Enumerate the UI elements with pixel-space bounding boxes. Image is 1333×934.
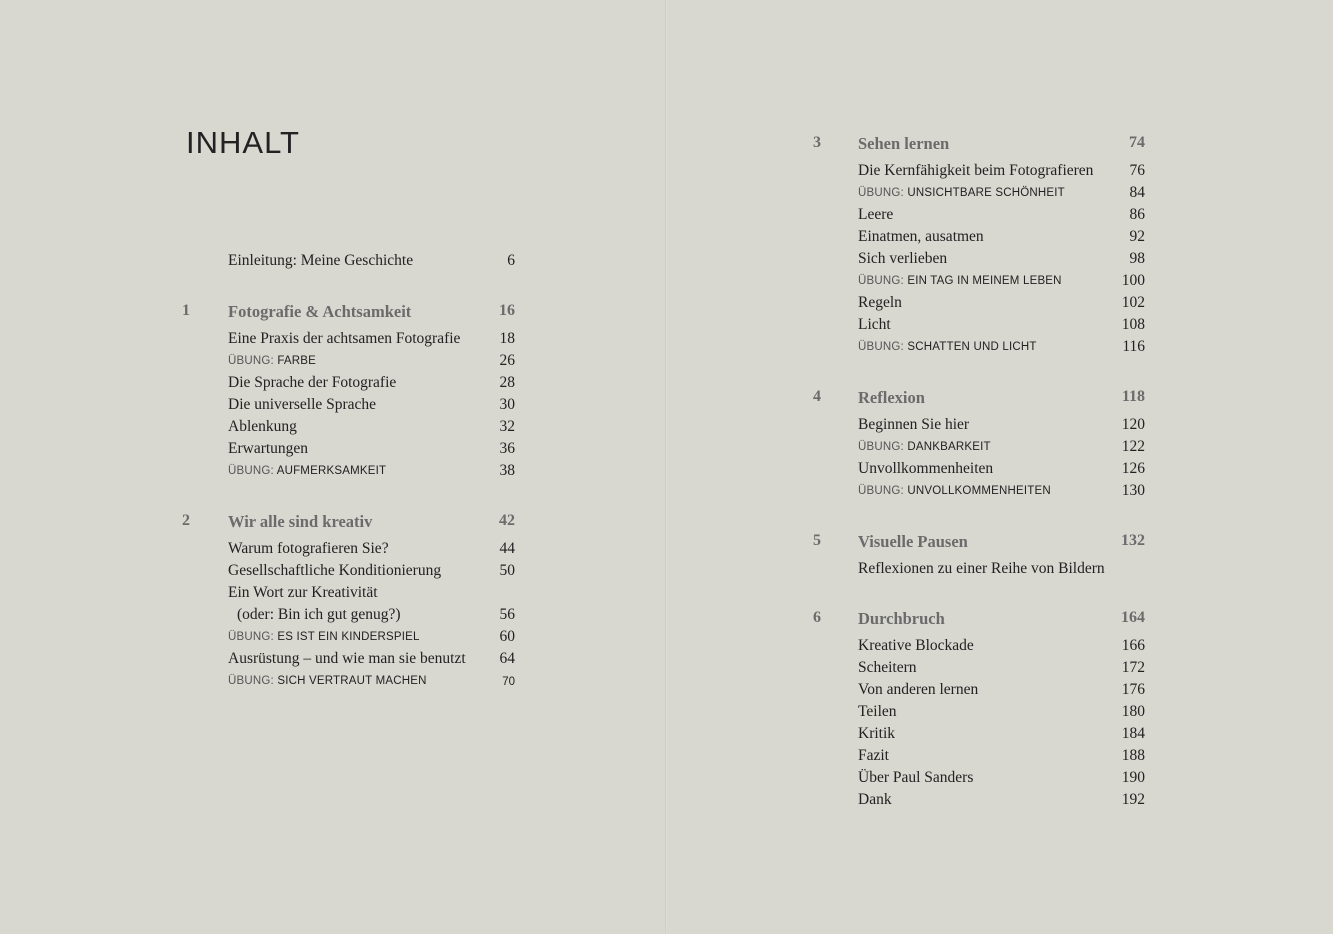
exercise-entry (228, 355, 316, 367)
entry-page: 76 (1129, 161, 1145, 179)
chapter-number: 6 (813, 609, 821, 626)
chapter-number: 1 (182, 302, 190, 319)
entry-label: Von anderen lernen (858, 680, 979, 698)
chapter-page: 42 (499, 512, 515, 529)
exercise-entry (858, 341, 1037, 353)
chapter-page: 74 (1129, 134, 1145, 151)
exercise-entry (858, 275, 1062, 287)
entry-page: 102 (1121, 294, 1145, 312)
chapter-page: 164 (1121, 609, 1145, 626)
exercise-label: UNVOLLKOMMENHEITEN (907, 484, 1051, 497)
entry-label: Leere (858, 205, 894, 223)
entry-label: Kreative Blockade (858, 636, 974, 654)
chapter-title: Durchbruch (858, 609, 945, 628)
entry-page: 64 (499, 650, 515, 667)
exercise-prefix: ÜBUNG: (858, 484, 904, 497)
entry-page: 100 (1121, 272, 1145, 289)
entry-label: Beginnen Sie hier (858, 415, 970, 433)
exercise-label: SCHATTEN UND LICHT (907, 341, 1037, 354)
chapter-number: 3 (813, 134, 821, 151)
entry-page: 38 (499, 462, 515, 480)
entry-page: 122 (1121, 437, 1145, 455)
entry-page: 116 (1122, 338, 1145, 356)
entry-page: 36 (499, 440, 515, 457)
chapter-page: 132 (1121, 532, 1145, 549)
entry-label: (oder: Bin ich gut genug?) (237, 605, 401, 623)
exercise-entry (858, 485, 1051, 497)
entry-label: Dank (858, 791, 892, 809)
entry-label: Unvollkommenheiten (858, 459, 994, 477)
entry-page: 86 (1129, 205, 1145, 223)
entry-page: 28 (499, 373, 515, 391)
exercise-label: EIN TAG IN MEINEM LEBEN (907, 275, 1062, 287)
entry-page: 176 (1121, 680, 1145, 698)
exercise-label: FARBE (277, 354, 317, 367)
entry-label: Einatmen, ausatmen (858, 227, 984, 245)
exercise-label: AUFMERKSAMKEIT (276, 465, 387, 478)
entry-label: Ein Wort zur Kreativität (228, 583, 378, 601)
exercise-label: DANKBARKEIT (907, 440, 991, 453)
entry-label: Warum fotografieren Sie? (228, 539, 389, 557)
entry-label: Kritik (858, 724, 896, 742)
entry-page: 50 (499, 561, 515, 579)
entry-page: 32 (499, 417, 515, 435)
entry-label: Regeln (858, 294, 902, 312)
exercise-prefix: ÜBUNG: (858, 186, 904, 199)
entry-label: Sich verlieben (858, 249, 948, 267)
entry-page: 130 (1121, 481, 1145, 499)
entry-page: 192 (1121, 791, 1145, 809)
entry-page: 108 (1121, 316, 1145, 334)
entry-label: Erwartungen (228, 440, 309, 457)
chapter-title: Wir alle sind kreativ (228, 512, 373, 531)
exercise-entry (858, 187, 1065, 199)
page-title: INHALT (186, 125, 300, 160)
exercise-label: UNSICHTBARE SCHÖNHEIT (907, 186, 1065, 199)
entry-label: Die universelle Sprache (228, 395, 377, 413)
chapter-page: 16 (499, 302, 515, 319)
entry-page: 184 (1121, 724, 1145, 742)
chapter-page: 118 (1121, 388, 1145, 405)
entry-label: Teilen (858, 702, 897, 720)
exercise-prefix: ÜBUNG: (228, 630, 274, 643)
entry-label: Scheitern (858, 658, 917, 676)
entry-page: 126 (1121, 459, 1145, 477)
chapter-title: Reflexion (858, 388, 925, 407)
entry-page: 44 (499, 539, 515, 557)
intro-page: 6 (507, 252, 515, 269)
entry-label: Über Paul Sanders (858, 769, 974, 787)
chapter-title: Sehen lernen (858, 134, 950, 153)
exercise-prefix: ÜBUNG: (858, 440, 904, 453)
entry-page: 70 (502, 676, 515, 689)
entry-label: Fazit (858, 747, 889, 764)
exercise-prefix: ÜBUNG: (228, 354, 274, 367)
entry-page: 60 (499, 627, 515, 645)
entry-page: 172 (1121, 658, 1145, 676)
chapter-number: 5 (813, 532, 821, 549)
entry-page: 30 (499, 395, 515, 413)
entry-label: Die Sprache der Fotografie (228, 373, 397, 391)
entry-label: Gesellschaftliche Konditionierung (228, 561, 442, 579)
chapter-number: 2 (182, 512, 190, 529)
chapter-title: Visuelle Pausen (858, 532, 968, 551)
exercise-entry (228, 465, 386, 477)
entry-page: 98 (1129, 249, 1145, 267)
book-gutter (665, 0, 667, 934)
entry-page: 26 (499, 351, 515, 369)
entry-label: Ausrüstung – und wie man sie benutzt (228, 650, 466, 667)
exercise-entry (228, 675, 427, 687)
intro-label: Einleitung: Meine Geschichte (228, 252, 414, 269)
entry-label: Eine Praxis der achtsamen Fotografie (228, 329, 461, 347)
exercise-entry (228, 631, 420, 643)
exercise-prefix: ÜBUNG: (858, 275, 904, 287)
entry-page: 190 (1121, 769, 1145, 787)
chapter-number: 4 (813, 388, 821, 405)
entry-page: 188 (1121, 747, 1145, 764)
exercise-prefix: ÜBUNG: (858, 341, 904, 354)
exercise-prefix: ÜBUNG: (228, 465, 274, 478)
entry-page: 84 (1129, 183, 1145, 201)
exercise-label: ES IST EIN KINDERSPIEL (277, 630, 420, 643)
entry-label: Reflexionen zu einer Reihe von Bildern (858, 559, 1105, 577)
chapter-title: Fotografie & Achtsamkeit (228, 302, 412, 321)
entry-page: 180 (1121, 702, 1145, 720)
entry-page: 92 (1129, 227, 1145, 245)
entry-label: Ablenkung (228, 417, 297, 435)
exercise-label: SICH VERTRAUT MACHEN (277, 675, 427, 688)
entry-page: 18 (499, 329, 515, 347)
entry-page: 166 (1121, 636, 1145, 654)
entry-page: 120 (1121, 415, 1145, 433)
entry-label: Die Kernfähigkeit beim Fotografieren (858, 161, 1094, 179)
exercise-prefix: ÜBUNG: (228, 675, 274, 688)
exercise-entry (858, 441, 991, 453)
entry-page: 56 (499, 605, 515, 623)
entry-label: Licht (858, 316, 891, 334)
